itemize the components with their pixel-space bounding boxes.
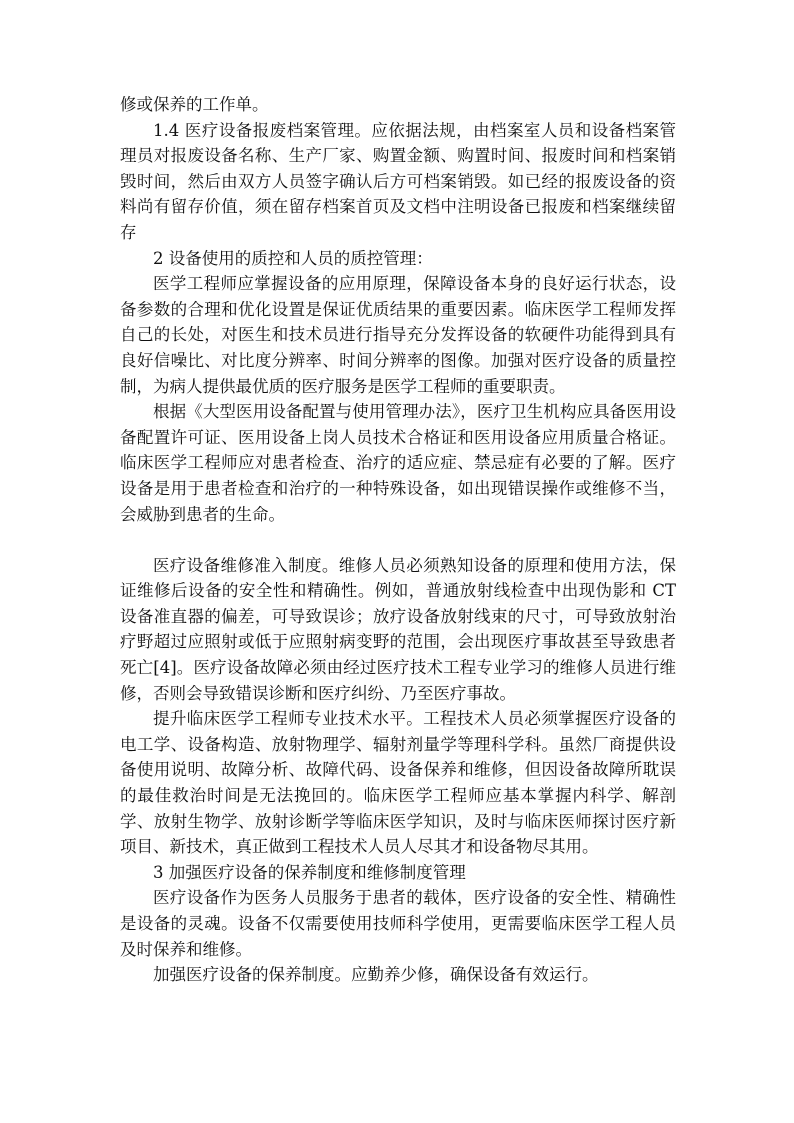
paragraph-device-safety: 医疗设备作为医务人员服务于患者的载体，医疗设备的安全性、精确性是设备的灵魂。设备不仅需要使用技师科学使用，更需要临床医学工程人员及时保养和维修。 — [120, 888, 676, 959]
section-1-4-scrap-archive: 1.4 医疗设备报废档案管理。应依据法规，由档案室人员和设备档案管理员对报废设备名称、生产厂家、购置金额、购置时间、报废时间和档案销毁时间，然后由双方人员签字确认后方可档案销毁。如已经的报废设备的资料尚有留存价值，须在留存档案首页及文档中注明设备已报废和档案继续留存 — [120, 120, 676, 242]
document-page — [120, 92, 676, 988]
paragraph-gap — [120, 527, 676, 553]
paragraph-maintenance-access: 医疗设备维修准入制度。维修人员必须熟知设备的原理和使用方法，保证维修后设备的安全性和精确性。例如，普通放射线检查中出现伪影和 CT 设备准直器的偏差，可导致误诊；放疗设备放射线束的尺寸，可导致放射治疗野超过应照射或低于应照射病变野的范围，会出现医疗事故甚至导致患者死亡[4]。医疗设备故障必须由经过医疗技术工程专业学习的维修人员进行维修，否则会导致错误诊断和医疗纠纷、乃至医疗事故。 — [120, 555, 676, 703]
paragraph-regulations: 根据《大型医用设备配置与使用管理办法》，医疗卫生机构应具备医用设备配置许可证、医用设备上岗人员技术合格证和医用设备应用质量合格证。临床医学工程师应对患者检查、治疗的适应症、禁忌症有必要的了解。医疗设备是用于患者检查和治疗的一种特殊设备，如出现错误操作或维修不当，会威胁到患者的生命。 — [120, 402, 676, 524]
section-2-heading: 2 设备使用的质控和人员的质控管理： — [153, 248, 433, 268]
paragraph-engineer-role: 医学工程师应掌握设备的应用原理，保障设备本身的良好运行状态，设备参数的合理和优化设置是保证优质结果的重要因素。临床医学工程师发挥自己的长处，对医生和技术员进行指导充分发挥设备的软硬件功能得到具有良好信噪比、对比度分辨率、时间分辨率的图像。加强对医疗设备的质量控制，为病人提供最优质的医疗服务是医学工程师的重要职责。 — [120, 274, 676, 396]
paragraph-worksheet-end: 修或保养的工作单。 — [120, 95, 269, 114]
section-3-heading: 3 加强医疗设备的保养制度和维修制度管理 — [153, 862, 466, 882]
paragraph-maintenance-system: 加强医疗设备的保养制度。应勤养少修，确保设备有效运行。 — [153, 965, 599, 985]
paragraph-technical-skill: 提升临床医学工程师专业技术水平。工程技术人员必须掌握医疗设备的电工学、设备构造、放射物理学、辐射剂量学等理科学科。虽然厂商提供设备使用说明、故障分析、故障代码、设备保养和维修，但因设备故障所耽误的最佳救治时间是无法挽回的。临床医学工程师应基本掌握内科学、解剖学、放射生物学、放射诊断学等临床医学知识，及时与临床医师探讨医疗新项目、新技术，真正做到工程技术人员人尽其才和设备物尽其用。 — [120, 709, 676, 857]
